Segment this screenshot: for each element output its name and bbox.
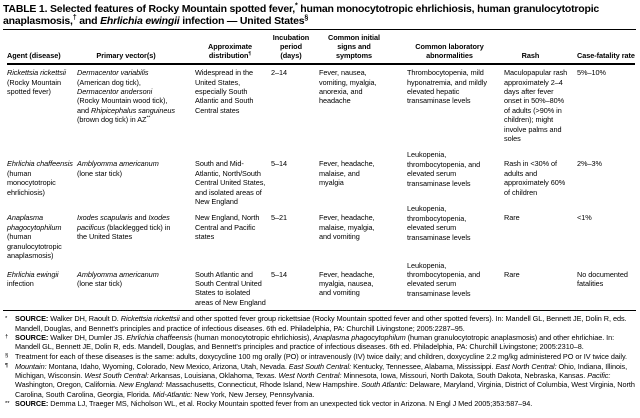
column-header-rash: Rash [521,50,540,60]
features-table [7,30,635,307]
cell-rash: Maculopapular rash approximately 2–4 days after fever onset in 50%–80% of adults (>90% in children); might involve palms and soles [504,68,568,144]
cell-agent: Ehrlichia ewingii infection [7,269,59,288]
table-row [7,64,635,143]
cell-fatality: <1% [577,213,592,223]
cell-rash: Rash in <30% of adults and approximately 60% of children [504,159,566,197]
footnotes-divider [3,310,636,311]
footnote-marker: ** [5,400,10,407]
footnote [3,314,636,333]
cell-incubation: 5–14 [271,159,288,169]
cell-vector: Dermacentor variabilis (American dog tick), Dermacentor andersoni (Rocky Mountain wood tick), and Rhipicephalus sanguineus (brown dog tick) in AZ** [77,68,176,125]
cell-distribution: Widespread in the United States, especially South Atlantic and South Central states [195,68,254,115]
cell-rash: Rare [504,269,520,279]
cell-distribution: New England, North Central and Pacific states [195,213,260,242]
header-row [7,30,635,64]
footnote-marker: † [5,334,9,341]
cell-signs: Fever, nausea, vomiting, myalgia, anorexia, and headache [319,68,377,106]
labs-text: Leukopenia, thrombocytopenia, elevated serum transaminase levels [407,204,471,242]
cell-agent: Rickettsia rickettsii (Rocky Mountain spotted fever) [7,68,66,96]
column-header-signs: Common initial signs and symptoms [328,33,380,60]
column-header-incubation: Incubation period (days) [272,33,310,60]
cell-signs: Fever, headache, malaise, myalgia, and vomiting [319,213,375,242]
cell-incubation: 5–21 [271,213,288,223]
footnote-marker: § [5,353,9,360]
footnote-text: SOURCE: Walker DH, Raoult D. Rickettsia rickettsii and other spotted fever group rickettsiae (Rocky Mountain spotted fever and other spotted fevers). In: Mandell GL, Bennett JE, Dolin R, eds. Mandell, Douglas, and Bennett's principles and practice of infectious diseases. 6th ed. Philadelphia, PA: Churchill Livingstone; 2005:2287–95. [15,314,627,333]
cell-distribution: South Atlantic and South Central United States to isolated areas of New England [195,269,266,307]
footnote [3,352,636,362]
cell-signs: Fever, headache, myalgia, nausea, and vomiting [319,269,375,298]
cell-distribution: South and Mid-Atlantic, North/South Central United States, and isolated areas of New England [195,159,266,207]
cell-agent: Anaplasma phagocytophilum (human granulocytotropic anaplasmosis) [7,213,62,261]
cell-agent: Ehrlichia chaffeensis (human monocytotropic ehrlichiosis) [7,159,73,197]
cell-incubation: 2–14 [271,68,288,78]
column-header-agent: Agent (disease) [7,50,61,60]
cell-vector: Amblyomma americanum (lone star tick) [77,269,159,288]
footnote-text: SOURCE: Demma LJ, Traeger MS, Nicholson WL, et al. Rocky Mountain spotted fever from an unexpected tick vector in Arizona. N Engl J Med 2005;353:587–94. [15,399,533,409]
cell-fatality: 2%–3% [577,159,602,169]
column-header-fatality: Case-fatality rate [577,50,635,60]
cell-rash: Rare [504,213,520,223]
footnotes-section [3,314,636,409]
footnote-text: Mountain: Montana, Idaho, Wyoming, Colorado, New Mexico, Arizona, Utah, Nevada. East South Central: Kentucky, Tennessee, Alabama, Mississippi. East North Central: Ohio, Indiana, Illinois, Michigan, Wisconsin. West South Central: Arkansas, Louisiana, Oklahoma, Texas. West North Central: Minnesota, Iowa, Missouri, North Dakota, South Dakota, Nebraska, Kansas. Pacific: Washington, Oregon, California. New England: Massachusetts, Connecticut, Rhode Island, New Hampshire. South Atlantic: Delaware, Maryland, Virginia, District of Columbia, West Virginia, North Carolina, South Carolina, Georgia, Florida. Mid-Atlantic: New York, New Jersey, Pennsylvania. [15,361,635,399]
table-row [7,143,635,206]
cell-fatality: 5%–10% [577,68,606,78]
cell-vector: Ixodes scapularis and Ixodes pacificus (blacklegged tick) in the United States [77,213,171,242]
cell-labs: Thrombocytopenia, mild hyponatremia, and mildly elevated hepatic transaminase levels [407,68,487,106]
cell-fatality: No documented fatalities [577,269,628,288]
footnote [3,399,636,409]
footnote-marker: * [5,315,8,322]
page-title: TABLE 1. Selected features of Rocky Mountain spotted fever,* human monocytotropic ehrlichiosis, human granulocytotropic anaplasmosis,† and Ehrlichia ewingii infection — United States§ [3,1,600,28]
labs-text: Leukopenia, thrombocytopenia, and elevated serum transaminase levels [407,260,481,298]
footnote-text: Treatment for each of these diseases is the same: adults, doxycycline 100 mg orally (PO) or intravenously (IV) twice daily; and children, doxycycline 2.2 mg/kg administered PO or IV twice daily. [15,351,628,361]
footnote [3,333,636,352]
footnote-marker: ¶ [5,363,9,370]
cell-labs [407,143,504,206]
column-header-vector: Primary vector(s) [96,50,156,60]
column-header-labs: Common laboratory abnormalities [415,42,484,60]
cell-labs [407,261,504,308]
cell-incubation: 5–14 [271,269,288,279]
footnote-text: SOURCE: Walker DH, Dumler JS. Ehrlichia chaffeensis (human monocytotropic ehrlichiosis), Anaplasma phagocytophilum (human granulocytotropic anaplasmosis) and other ehrlichiae. In: Mandell GL, Bennett JE, Dolin R, eds. Mandell, Douglas, and Bennett's principles and practice of infectious diseases. 6th ed. Philadelphia, PA: Churchill Livingstone; 2005:2310–8. [15,332,615,352]
labs-text: Leukopenia, thrombocytopenia, and elevated serum transaminase levels [407,150,481,188]
table-row [7,206,635,260]
footnote [3,362,636,400]
cell-vector: Amblyomma americanum (lone star tick) [77,159,159,178]
column-header-distribution: Approximate distribution¶ [207,42,253,60]
cell-signs: Fever, headache, malaise, and myalgia [319,159,375,188]
cell-labs [407,206,504,260]
table-row [7,261,635,308]
